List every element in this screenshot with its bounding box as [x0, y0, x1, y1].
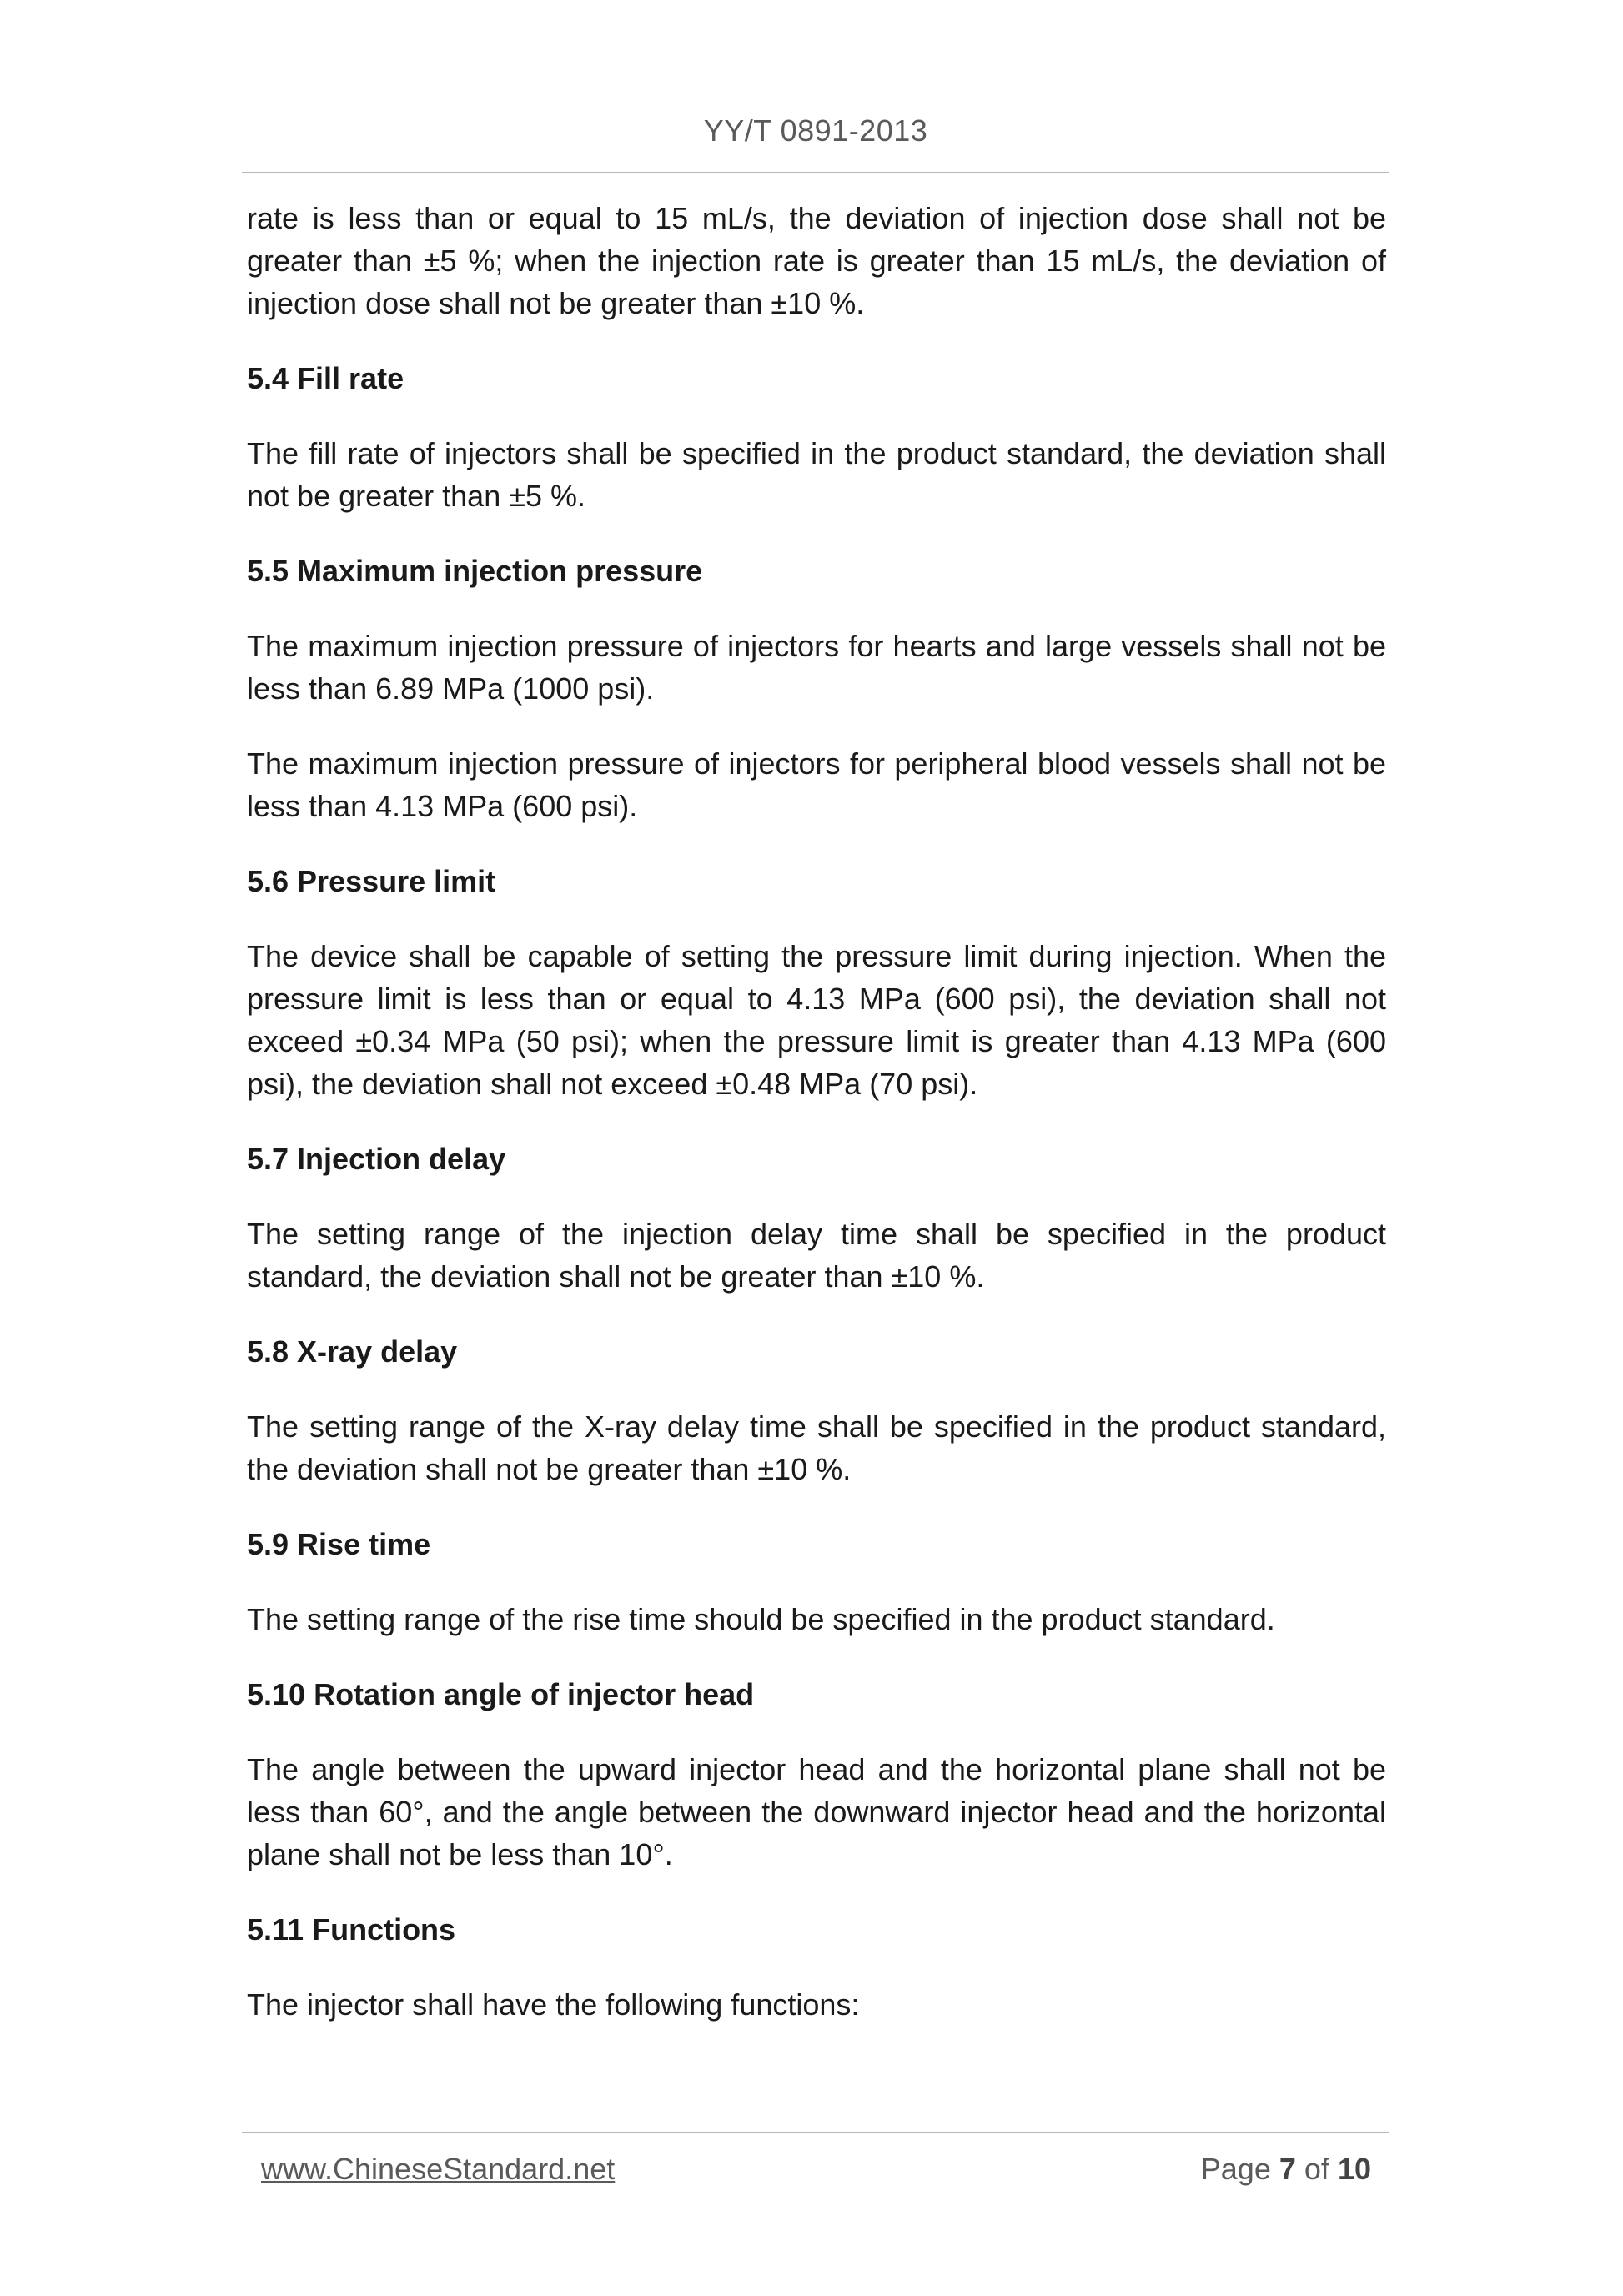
footer-website-link[interactable]: www.ChineseStandard.net — [261, 2152, 616, 2186]
document-header-title: YY/T 0891-2013 — [703, 113, 928, 148]
footer-divider — [242, 2132, 1389, 2133]
section-heading-5-7: 5.7 Injection delay — [247, 1142, 506, 1176]
section-paragraph: The maximum injection pressure of injectors for peripheral blood vessels shall not be less than 4.13 MPa (600 psi). — [247, 746, 1386, 823]
section-heading-5-5: 5.5 Maximum injection pressure — [247, 554, 703, 588]
document-body — [247, 197, 1386, 2058]
page-number — [1201, 2152, 1371, 2187]
section-paragraph: The fill rate of injectors shall be specified in the product standard, the deviation shall not be greater than ±5 %. — [247, 436, 1386, 513]
section-heading-5-8: 5.8 X-ray delay — [247, 1334, 458, 1369]
section-heading-5-4: 5.4 Fill rate — [247, 361, 404, 395]
section-paragraph: The setting range of the injection delay time shall be specified in the product standard, the deviation shall not be greater than ±10 %. — [247, 1217, 1386, 1294]
section-paragraph: The maximum injection pressure of injectors for hearts and large vessels shall not be less than 6.89 MPa (1000 psi). — [247, 629, 1386, 706]
header-divider — [242, 172, 1389, 173]
section-heading-5-6: 5.6 Pressure limit — [247, 864, 496, 898]
section-paragraph: The setting range of the X-ray delay time shall be specified in the product standard, the deviation shall not be greater than ±10 %. — [247, 1409, 1386, 1486]
continued-paragraph: rate is less than or equal to 15 mL/s, the deviation of injection dose shall not be greater than ±5 %; when the injection rate is greater than 15 mL/s, the deviation of injection dose shall not be greater than ±10 %. — [247, 201, 1386, 320]
section-heading-5-9: 5.9 Rise time — [247, 1527, 431, 1561]
page-current: 7 — [1279, 2152, 1296, 2186]
section-paragraph: The device shall be capable of setting the pressure limit during injection. When the pressure limit is less than or equal to 4.13 MPa (600 psi), the deviation shall not exceed ±0.34 MPa (50 psi); when the pressure limit is greater than 4.13 MPa (600 psi), the deviation shall not exceed ±0.48 MPa (70 psi). — [247, 939, 1386, 1101]
page-total: 10 — [1337, 2152, 1371, 2186]
page-of: of — [1304, 2152, 1329, 2186]
section-paragraph: The injector shall have the following functions: — [247, 1987, 860, 2022]
section-heading-5-11: 5.11 Functions — [247, 1912, 456, 1947]
section-paragraph: The angle between the upward injector head and the horizontal plane shall not be less than 60°, and the angle between the downward injector head and the horizontal plane shall not be less than 10°. — [247, 1752, 1386, 1871]
section-heading-5-10: 5.10 Rotation angle of injector head — [247, 1677, 755, 1711]
page-prefix: Page — [1200, 2152, 1271, 2186]
section-paragraph: The setting range of the rise time should be specified in the product standard. — [247, 1602, 1275, 1636]
